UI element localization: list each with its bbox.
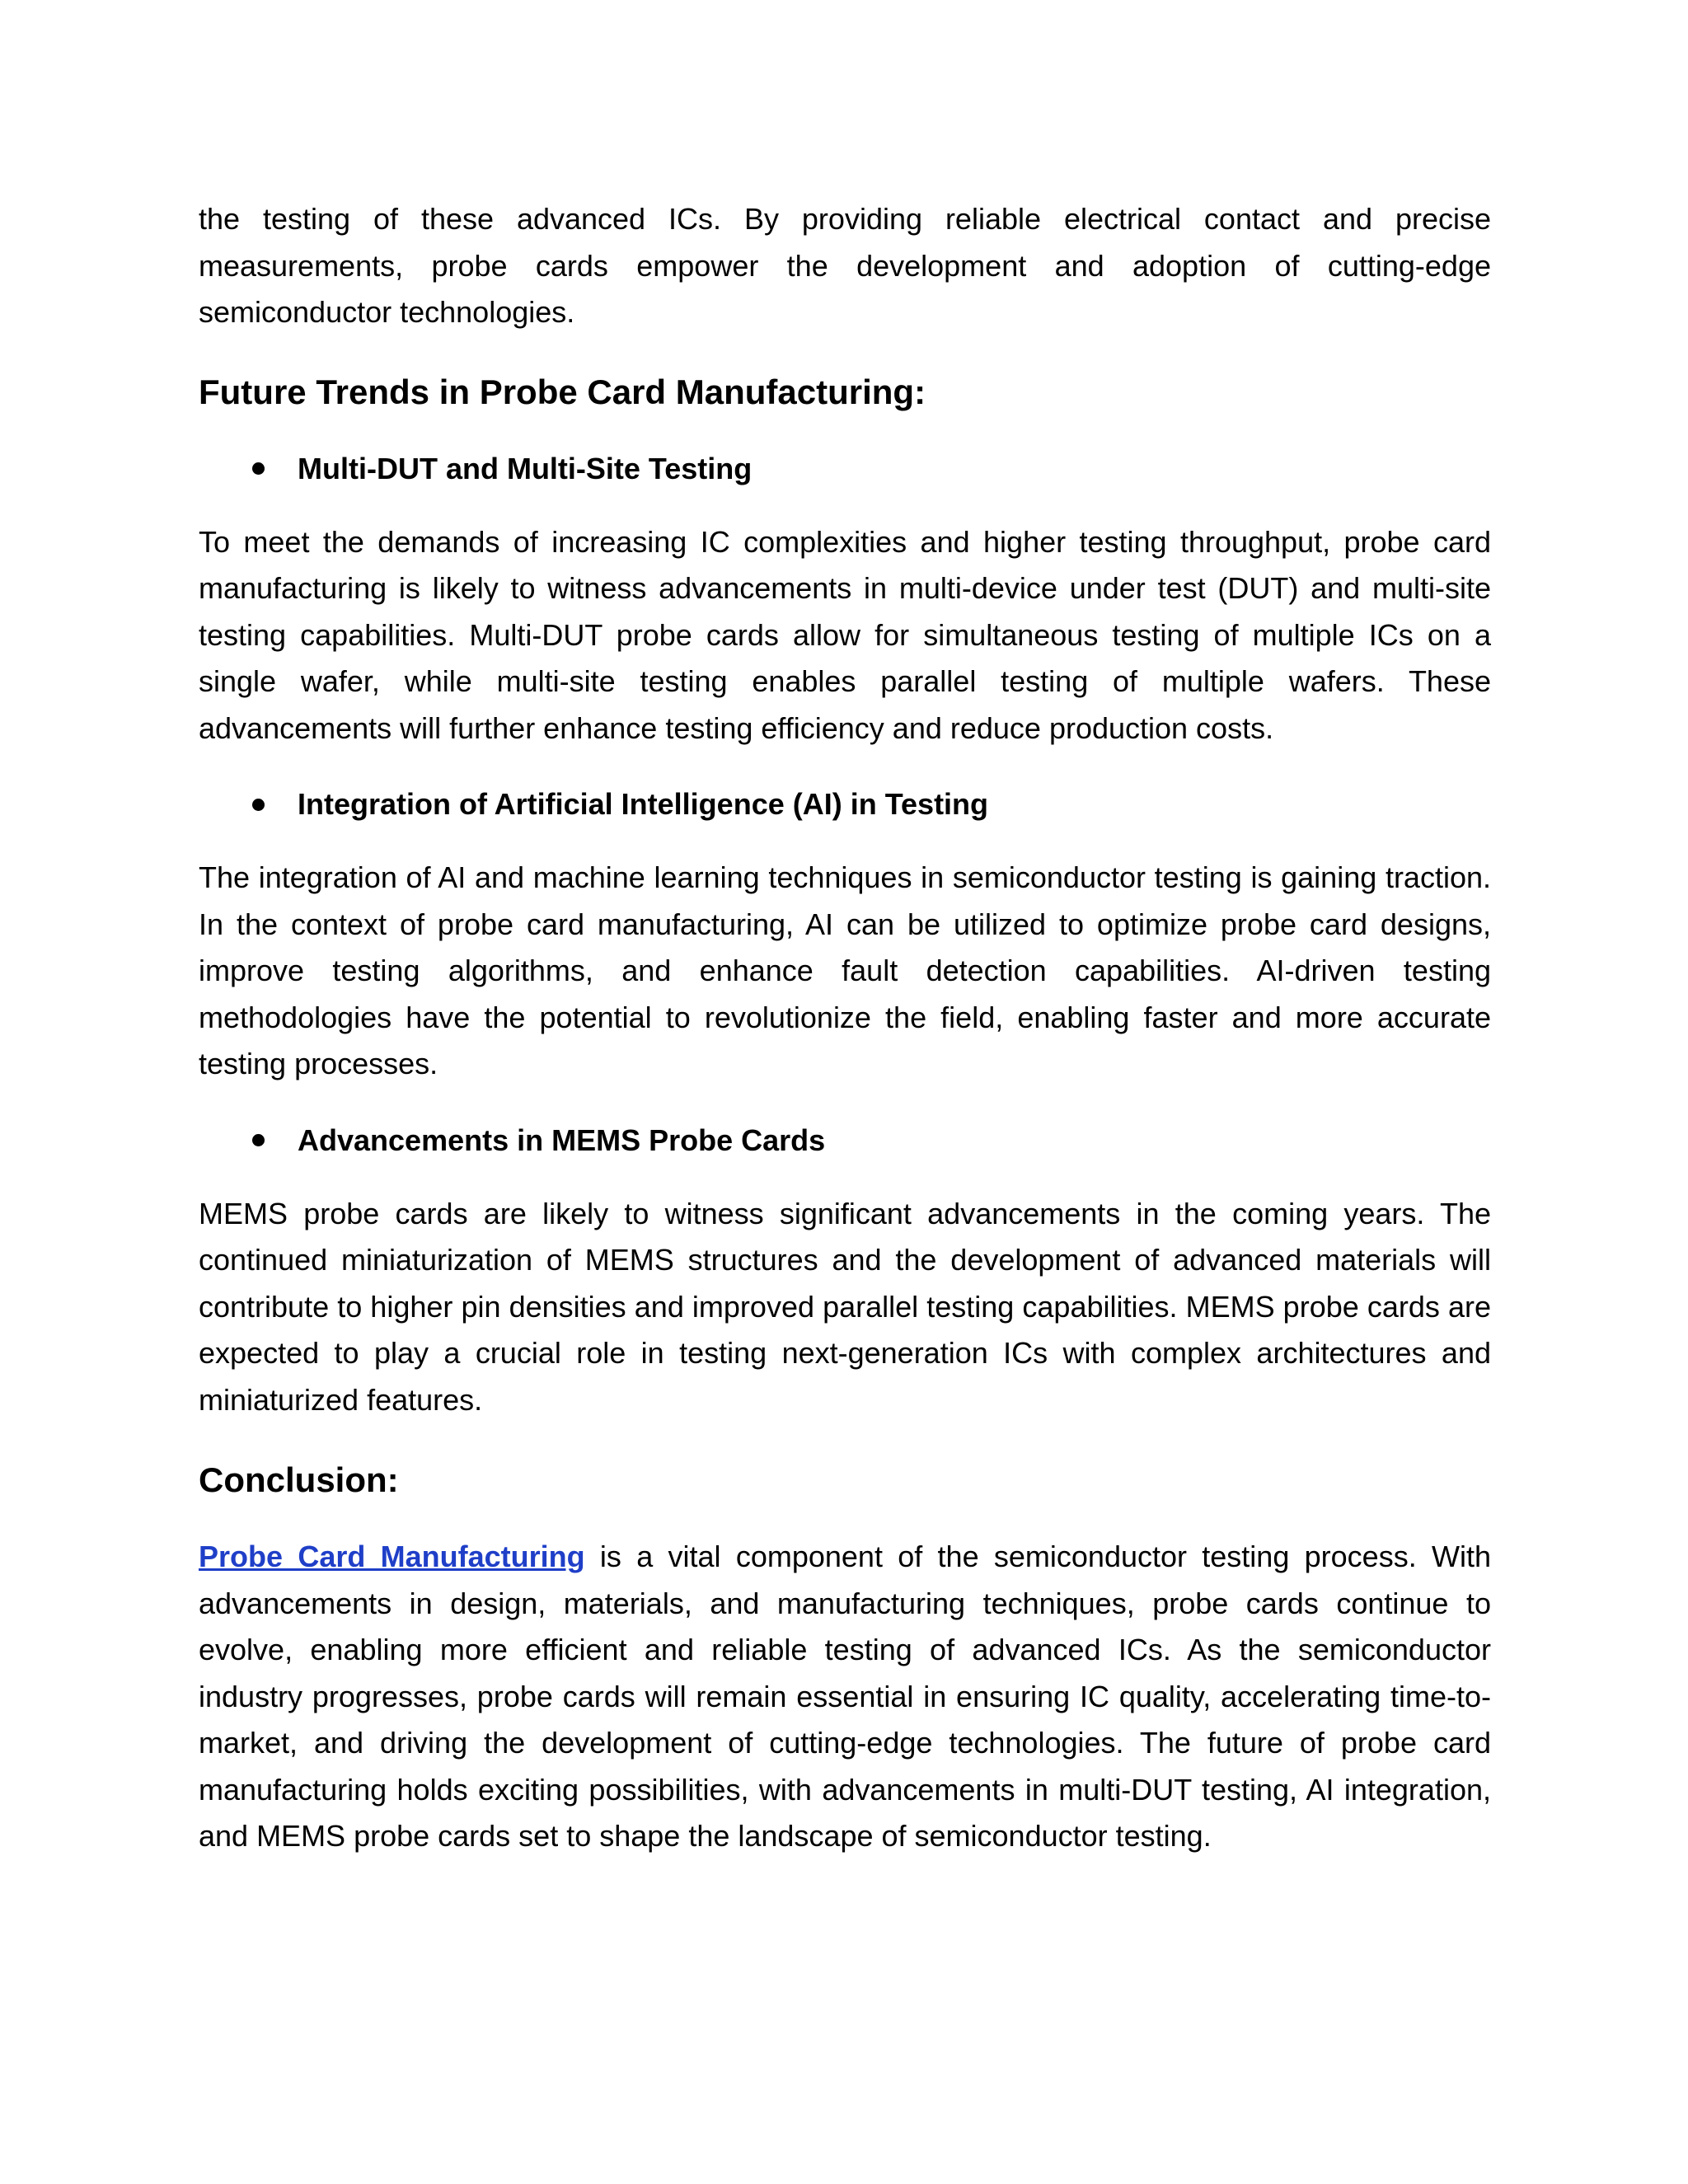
future-trends-heading: Future Trends in Probe Card Manufacturing: — [199, 372, 926, 411]
bullet-item-multi-dut — [199, 446, 1491, 492]
conclusion-paragraph — [199, 1534, 1491, 1860]
bullet-item-ai-testing — [199, 781, 1491, 827]
intro-paragraph: the testing of these advanced ICs. By providing reliable electrical contact and precise measurements, probe cards empower the development and adoption of cutting-edge semiconductor technologies. — [199, 202, 1491, 329]
bullet-title: Advancements in MEMS Probe Cards — [298, 1122, 826, 1157]
bullet-title: Multi-DUT and Multi-Site Testing — [298, 451, 753, 485]
conclusion-text: is a vital component of the semiconductor testing process. With advancements in design, materials, and manufacturing techniques, probe cards continue to evolve, enabling more efficient and reliable testing of advanced ICs. As the semiconductor industry progresses, probe cards will remain essential in ensuring IC quality, accelerating time-to-market, and driving the development of cutting-edge technologies. The future of probe card manufacturing holds exciting possibilities, with advancements in multi-DUT testing, AI integration, and MEMS probe cards set to shape the landscape of semiconductor testing. — [199, 1540, 1491, 1853]
document-page — [199, 196, 1491, 1860]
conclusion-heading: Conclusion: — [199, 1460, 399, 1499]
multi-dut-paragraph: To meet the demands of increasing IC complexities and higher testing throughput, probe card manufacturing is likely to witness advancements in multi-device under test (DUT) and multi-site testing capabilities. Multi-DUT probe cards allow for simultaneous testing of multiple ICs on a single wafer, while multi-site testing enables parallel testing of multiple wafers. These advancements will further enhance testing efficiency and reduce production costs. — [199, 524, 1491, 745]
bullet-dot-icon — [252, 1134, 265, 1146]
ai-testing-paragraph: The integration of AI and machine learning techniques in semiconductor testing is gaining traction. In the context of probe card manufacturing, AI can be utilized to optimize probe card designs, improve testing algorithms, and enhance fault detection capabilities. AI-driven testing methodologies have the potential to revolutionize the field, enabling faster and more accurate testing processes. — [199, 860, 1491, 1080]
mems-paragraph: MEMS probe cards are likely to witness significant advancements in the coming years. The continued miniaturization of MEMS structures and the development of advanced materials will contribute to higher pin densities and improved parallel testing capabilities. MEMS probe cards are expected to play a crucial role in testing next-generation ICs with complex architectures and miniaturized features. — [199, 1196, 1491, 1417]
bullet-title: Integration of Artificial Intelligence (AI) in Testing — [298, 787, 989, 821]
bullet-dot-icon — [252, 462, 265, 475]
bullet-item-mems — [199, 1118, 1491, 1164]
bullet-dot-icon — [252, 799, 265, 811]
probe-card-manufacturing-link[interactable]: Probe Card Manufacturing — [199, 1540, 585, 1573]
